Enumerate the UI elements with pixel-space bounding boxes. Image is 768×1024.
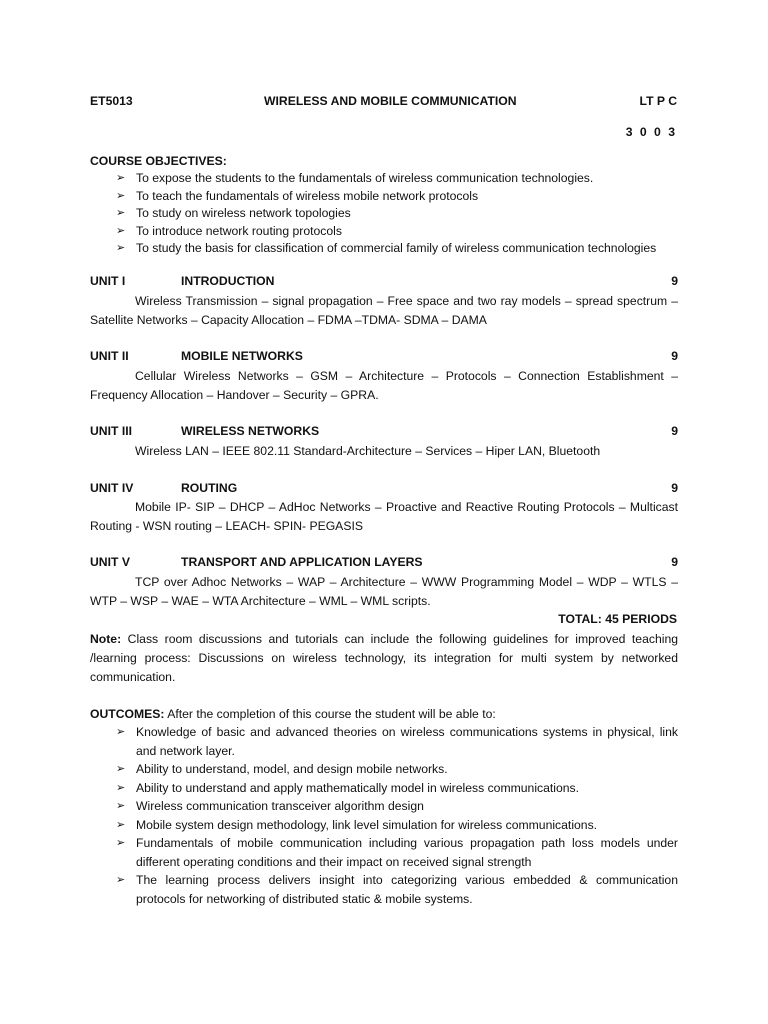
outcome-item: ➢ The learning process delivers insight into categorizing various embedded & communication protocols for networking of distributed static & mobile systems.: [116, 873, 678, 906]
unit-content: Mobile IP- SIP – DHCP – AdHoc Networks – Proactive and Reactive Routing Protocols – Multicast Routing - WSN routing – LEACH- SPIN- PEGASIS: [90, 500, 678, 533]
unit-title: MOBILE NETWORKS: [181, 349, 303, 363]
arrow-bullet-icon: ➢: [116, 800, 126, 812]
course-header: [90, 94, 677, 110]
unit-hours: 9: [671, 349, 678, 363]
note-paragraph: [90, 630, 678, 687]
unit-heading: [90, 349, 678, 367]
arrow-bullet-icon: ➢: [116, 781, 126, 794]
outcome-item: ➢ Wireless communication transceiver algorithm design: [90, 797, 678, 816]
outcome-item: ➢ Knowledge of basic and advanced theories on wireless communications systems in physical, link and network layer.: [116, 725, 678, 758]
outcome-item: ➢ Ability to understand, model, and design mobile networks.: [90, 760, 678, 779]
objective-item: ➢ To study the basis for classification of commercial family of wireless communication technologies: [90, 240, 678, 258]
outcomes-heading: [90, 705, 678, 723]
objective-item: ➢ To expose the students to the fundamentals of wireless communication technologies.: [90, 170, 678, 188]
unit-number: UNIT V: [90, 555, 130, 569]
unit-hours: 9: [671, 555, 678, 569]
unit-content: Wireless LAN – IEEE 802.11 Standard-Architecture – Services – Hiper LAN, Bluetooth: [135, 444, 601, 458]
arrow-bullet-icon: ➢: [116, 837, 126, 849]
arrow-bullet-icon: ➢: [116, 726, 126, 738]
note-label: Note:: [90, 632, 122, 646]
objective-item: ➢ To teach the fundamentals of wireless mobile network protocols: [90, 188, 678, 206]
outcome-item: ➢ Ability to understand and apply mathematically model in wireless communications.: [90, 779, 678, 798]
objectives-heading: COURSE OBJECTIVES:: [90, 154, 227, 168]
outcome-item: ➢ Fundamentals of mobile communication including various propagation path loss models under different operating conditions and their impact on received signal strength: [116, 836, 678, 869]
unit-hours: 9: [671, 481, 678, 495]
course-code: ET5013: [90, 94, 133, 108]
objectives-list: [90, 170, 678, 258]
objective-item: ➢ To introduce network routing protocols: [90, 223, 678, 241]
arrow-bullet-icon: ➢: [116, 818, 126, 831]
unit-content: Cellular Wireless Networks – GSM – Architecture – Protocols – Connection Establishment – Frequency Allocation – Handover – Security – GPRA.: [90, 369, 678, 402]
unit-number: UNIT II: [90, 349, 129, 363]
arrow-bullet-icon: ➢: [116, 763, 126, 775]
arrow-bullet-icon: ➢: [116, 874, 126, 886]
credits-value: 3 0 0 3: [625, 125, 677, 139]
unit-heading: [90, 481, 678, 499]
outcomes-list: [90, 723, 678, 908]
objective-item: ➢ To study on wireless network topologies: [90, 205, 678, 223]
arrow-bullet-icon: ➢: [116, 242, 126, 255]
unit-title: WIRELESS NETWORKS: [181, 424, 320, 438]
arrow-bullet-icon: ➢: [116, 172, 126, 184]
unit-hours: 9: [671, 274, 678, 288]
outcome-item: ➢ Mobile system design methodology, link level simulation for wireless communications.: [90, 816, 678, 835]
unit-title: INTRODUCTION: [181, 274, 275, 288]
unit-number: UNIT III: [90, 424, 132, 438]
unit-content: TCP over Adhoc Networks – WAP – Architecture – WWW Programming Model – WDP – WTLS – WTP – WSP – WAE – WTA Architecture – WML – WML scripts.: [90, 575, 678, 608]
ltpc-label: LT P C: [639, 94, 677, 108]
objectives-section: [90, 152, 678, 258]
unit-heading: [90, 424, 678, 442]
unit-heading: [90, 274, 678, 292]
outcomes-label: OUTCOMES:: [90, 707, 165, 721]
unit-title: TRANSPORT AND APPLICATION LAYERS: [181, 555, 423, 569]
outcomes-intro: After the completion of this course the student will be able to:: [164, 707, 496, 721]
unit-number: UNIT IV: [90, 481, 134, 495]
unit-number: UNIT I: [90, 274, 126, 288]
unit-content: Wireless Transmission – signal propagation – Free space and two ray models – spread spectrum – Satellite Networks – Capacity Allocation – FDMA –TDMA- SDMA – DAMA: [90, 294, 678, 327]
unit-title: ROUTING: [181, 481, 238, 495]
outcomes-section: [90, 705, 678, 908]
arrow-bullet-icon: ➢: [116, 224, 126, 237]
note-text: Class room discussions and tutorials can include the following guidelines for improved teaching /learning process: Discussions on wireless technology, its integration for multi system by networked communication.: [90, 632, 678, 684]
unit-hours: 9: [671, 424, 678, 438]
arrow-bullet-icon: ➢: [116, 189, 126, 202]
course-title: WIRELESS AND MOBILE COMMUNICATION: [264, 94, 517, 108]
unit-heading: [90, 555, 678, 573]
total-periods: TOTAL: 45 PERIODS: [558, 612, 677, 626]
arrow-bullet-icon: ➢: [116, 207, 126, 220]
